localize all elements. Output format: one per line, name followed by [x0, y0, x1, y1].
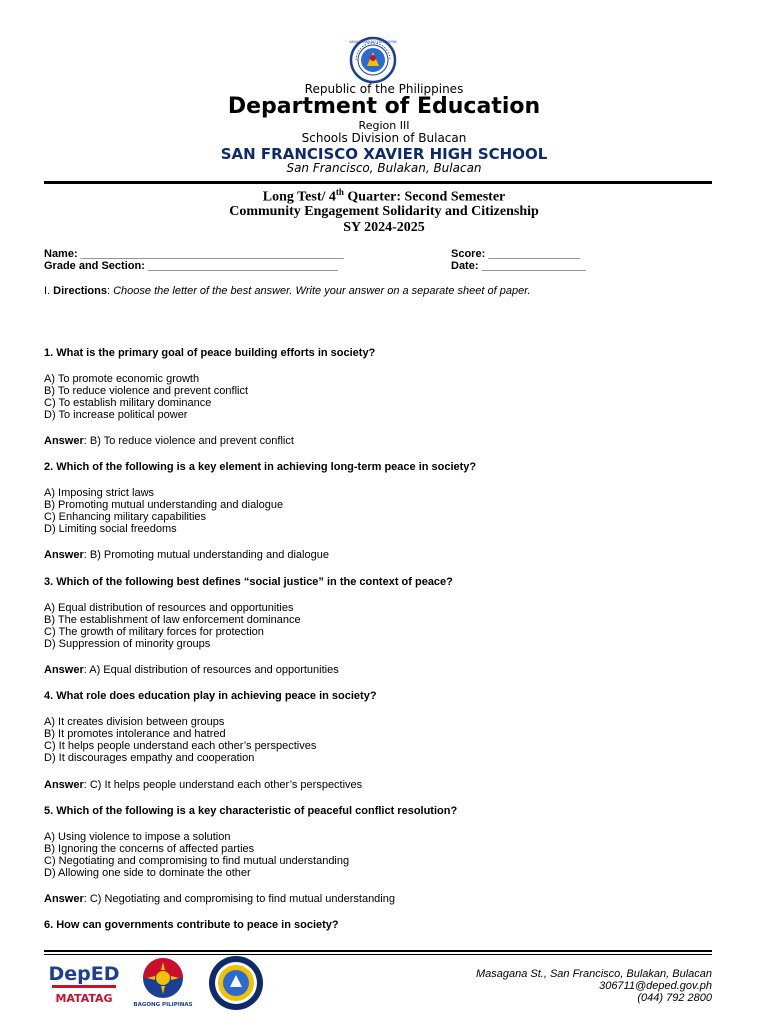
option-3c: C) The growth of military forces for protection: [44, 626, 264, 638]
answer-4: Answer: C) It helps people understand each other’s perspectives: [44, 779, 363, 791]
question-6: 6. How can governments contribute to peace in society?: [44, 919, 339, 931]
question-3: 3. Which of the following best defines “social justice” in the context of peace?: [44, 576, 453, 588]
footer-divider-thin: [44, 954, 712, 955]
option-2c: C) Enhancing military capabilities: [44, 511, 207, 523]
score-field[interactable]: Score: _______________: [451, 248, 581, 260]
grade-section-field[interactable]: Grade and Section: _______________________________: [44, 260, 338, 272]
option-3a: A) Equal distribution of resources and opportunities: [44, 602, 294, 614]
option-5a: A) Using violence to impose a solution: [44, 831, 231, 843]
question-4: 4. What role does education play in achieving peace in society?: [44, 690, 377, 702]
test-subject: Community Engagement Solidarity and Citizenship: [229, 204, 539, 219]
answer-5: Answer: C) Negotiating and compromising to find mutual understanding: [44, 893, 395, 905]
footer-address: Masagana St., San Francisco, Bulakan, Bulacan: [475, 968, 712, 980]
footer-email[interactable]: 306711@deped.gov.ph: [599, 980, 712, 992]
option-3d: D) Suppression of minority groups: [44, 638, 211, 650]
option-1a: A) To promote economic growth: [44, 373, 200, 385]
option-5c: C) Negotiating and compromising to find mutual understanding: [44, 855, 350, 867]
directions: I. Directions: Choose the letter of the best answer. Write your answer on a separate sheet of paper.: [44, 285, 531, 297]
option-4b: B) It promotes intolerance and hatred: [44, 728, 226, 740]
school-name: SAN FRANCISCO XAVIER HIGH SCHOOL: [220, 145, 548, 163]
question-2: 2. Which of the following is a key element in achieving long-term peace in society?: [44, 461, 477, 473]
test-title: Long Test/ 4th Quarter: Second Semester: [262, 187, 506, 205]
option-4d: D) It discourages empathy and cooperation: [44, 752, 255, 764]
department-title: Department of Education: [227, 94, 541, 119]
bagong-pilipinas-logo: [128, 956, 198, 1010]
footer-divider: [44, 950, 712, 952]
school-year: SY 2024-2025: [343, 220, 425, 235]
school-address: San Francisco, Bulakan, Bulacan: [286, 161, 482, 175]
option-3b: B) The establishment of law enforcement dominance: [44, 614, 301, 626]
division-label: Schools Division of Bulacan: [301, 131, 467, 145]
answer-1: Answer: B) To reduce violence and prevent conflict: [44, 435, 294, 447]
school-seal-icon: [206, 954, 266, 1012]
header-divider: [44, 181, 712, 184]
option-2b: B) Promoting mutual understanding and dialogue: [44, 499, 284, 511]
date-field[interactable]: Date: _________________: [451, 260, 586, 272]
answer-2: Answer: B) Promoting mutual understanding and dialogue: [44, 549, 329, 561]
option-4c: C) It helps people understand each other’s perspectives: [44, 740, 317, 752]
svg-text:BAGONG PILIPINAS: BAGONG PILIPINAS: [133, 1002, 193, 1008]
option-1d: D) To increase political power: [44, 409, 188, 421]
deped-seal-icon: [344, 36, 402, 84]
option-5d: D) Allowing one side to dominate the other: [44, 867, 251, 879]
region-label: Region III: [358, 119, 410, 132]
republic-heading: Republic of the Philippines: [304, 82, 464, 96]
option-1b: B) To reduce violence and prevent conflict: [44, 385, 249, 397]
option-2a: A) Imposing strict laws: [44, 487, 155, 499]
svg-text:MATATAG: MATATAG: [55, 992, 113, 1005]
footer-phone: (044) 792 2800: [637, 992, 712, 1004]
option-1c: C) To establish military dominance: [44, 397, 212, 409]
name-field[interactable]: Name: ___________________________________________: [44, 248, 344, 260]
svg-text:DepED: DepED: [48, 963, 120, 985]
option-2d: D) Limiting social freedoms: [44, 523, 177, 535]
option-4a: A) It creates division between groups: [44, 716, 225, 728]
question-5: 5. Which of the following is a key characteristic of peaceful conflict resolution?: [44, 805, 458, 817]
question-1: 1. What is the primary goal of peace building efforts in society?: [44, 347, 376, 359]
option-5b: B) Ignoring the concerns of affected parties: [44, 843, 255, 855]
answer-3: Answer: A) Equal distribution of resources and opportunities: [44, 664, 339, 676]
svg-text:KAGAWARAN NG EDUKASYON: KAGAWARAN NG EDUKASYON: [349, 40, 397, 44]
deped-matatag-logo: [46, 958, 122, 1008]
